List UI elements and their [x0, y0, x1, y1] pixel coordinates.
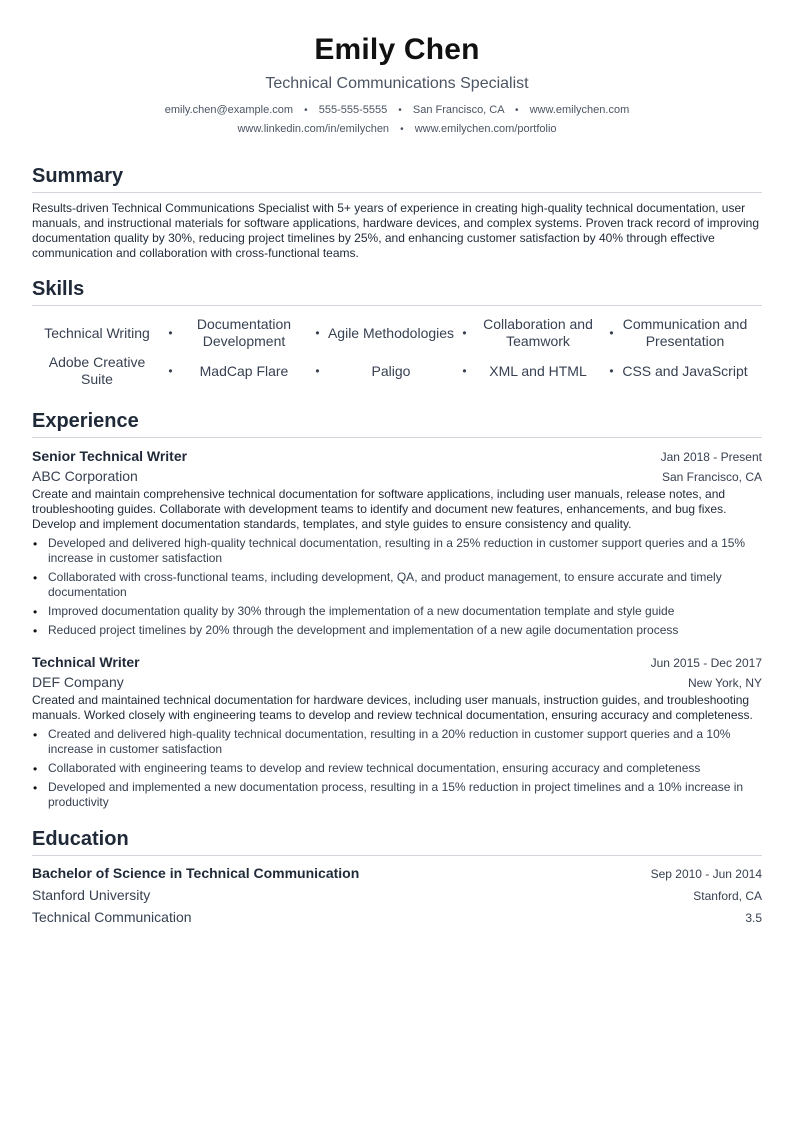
- job-dates: Jan 2018 - Present: [660, 450, 762, 464]
- job-bullets: [32, 727, 762, 810]
- education-location: Stanford, CA: [693, 889, 762, 903]
- job-entry: [32, 446, 762, 638]
- skill-item: Adobe Creative Suite: [48, 354, 146, 387]
- contact-linkedin[interactable]: www.linkedin.com/in/emilychen: [237, 123, 390, 135]
- education-entry: [32, 863, 762, 929]
- skill-separator: •: [168, 326, 173, 340]
- job-title: Technical Writer: [32, 654, 140, 670]
- contact-separator: •: [515, 105, 519, 116]
- resume-header: [32, 32, 762, 139]
- education-dates: Sep 2010 - Jun 2014: [650, 867, 762, 881]
- skill-item: Paligo: [371, 362, 411, 379]
- bullet-icon: •: [33, 624, 38, 638]
- skill-item: Agile Methodologies: [327, 324, 455, 341]
- job-entry: [32, 652, 762, 810]
- job-company-row: [32, 672, 762, 692]
- education-degree: Bachelor of Science in Technical Communication: [32, 865, 360, 881]
- contact-line-primary: [32, 101, 762, 120]
- candidate-name: Emily Chen: [314, 33, 480, 66]
- skill-item: CSS and JavaScript: [622, 362, 748, 379]
- education-school-row: [32, 885, 762, 907]
- skill-separator: •: [462, 364, 467, 378]
- skill-separator: •: [609, 326, 614, 340]
- summary-text: Results-driven Technical Communications Specialist with 5+ years of experience in creating high-quality technical documentation, user manuals, and instructional materials for software applications, hardware devices, and complex systems. Proven track record of improving documentation quality by 30%, reducing project timelines by 25%, and enhancing customer satisfaction by 40% through effective communication and collaboration with cross-functional teams.: [32, 201, 759, 260]
- education-section: [32, 826, 762, 929]
- skill-item: MadCap Flare: [199, 362, 289, 379]
- summary-heading: Summary: [32, 163, 762, 193]
- job-company: DEF Company: [32, 674, 124, 690]
- job-location: San Francisco, CA: [661, 470, 762, 484]
- bullet-icon: •: [33, 537, 38, 551]
- bullet-text: Reduced project timelines by 20% through the development and implementation of a new agile documentation process: [48, 623, 679, 637]
- skills-heading: Skills: [32, 276, 762, 306]
- bullet-icon: •: [33, 762, 38, 776]
- skills-grid: [32, 314, 762, 390]
- job-bullets: [32, 536, 762, 638]
- job-bullet: [32, 536, 762, 566]
- contact-portfolio[interactable]: www.emilychen.com/portfolio: [414, 123, 557, 135]
- job-title: Senior Technical Writer: [32, 448, 188, 464]
- bullet-text: Collaborated with engineering teams to develop and review technical documentation, ensuring accuracy and completeness: [48, 761, 701, 775]
- job-company: ABC Corporation: [32, 468, 138, 484]
- contact-separator: •: [400, 124, 404, 135]
- skills-row: [32, 314, 762, 352]
- contact-separator: •: [304, 105, 308, 116]
- resume-page: [32, 32, 762, 929]
- skill-item: Technical Writing: [44, 324, 150, 341]
- job-bullet: [32, 761, 762, 776]
- job-description: Created and maintained technical documentation for hardware devices, including user manuals, instruction guides, and troubleshooting manuals. Worked closely with engineering teams to develop and review technical documentation, ensuring accuracy and completeness.: [32, 693, 753, 722]
- contact-separator: •: [398, 105, 402, 116]
- contact-website[interactable]: www.emilychen.com: [529, 104, 630, 116]
- job-bullet: [32, 570, 762, 600]
- skill-item: Collaboration and Teamwork: [483, 316, 593, 349]
- summary-section: [32, 163, 762, 261]
- bullet-text: Collaborated with cross-functional teams, including development, QA, and product management, to ensure accurate and timely documentation: [48, 570, 722, 599]
- bullet-icon: •: [33, 571, 38, 585]
- skill-item: Documentation Development: [196, 316, 292, 349]
- experience-section: [32, 408, 762, 810]
- bullet-icon: •: [33, 605, 38, 619]
- job-description: Create and maintain comprehensive technical documentation for software applications, including user manuals, release notes, and troubleshooting guides. Collaborate with development teams to identify and document new features, enhancements, and bug fixes. Develop and implement documentation standards, templates, and style guides to ensure consistency and quality.: [32, 487, 727, 531]
- skill-item: Communication and Presentation: [622, 316, 748, 349]
- contact-email[interactable]: emily.chen@example.com: [164, 104, 294, 116]
- education-degree-row: [32, 863, 762, 885]
- skill-separator: •: [315, 364, 320, 378]
- contact-location: San Francisco, CA: [412, 104, 504, 116]
- bullet-icon: •: [33, 781, 38, 795]
- skill-separator: •: [315, 326, 320, 340]
- education-gpa: 3.5: [745, 911, 762, 925]
- skill-separator: •: [609, 364, 614, 378]
- skills-row: [32, 352, 762, 390]
- bullet-text: Developed and implemented a new documentation process, resulting in a 15% reduction in project timelines and a 10% increase in productivity: [48, 780, 744, 809]
- education-heading: Education: [32, 826, 762, 856]
- candidate-title: Technical Communications Specialist: [265, 75, 529, 92]
- contact-phone[interactable]: 555-555-5555: [318, 104, 388, 116]
- education-school: Stanford University: [32, 887, 151, 903]
- job-bullet: [32, 623, 762, 638]
- contact-line-secondary: [32, 120, 762, 139]
- experience-heading: Experience: [32, 408, 762, 438]
- bullet-text: Developed and delivered high-quality technical documentation, resulting in a 25% reduction in customer support queries and a 15% increase in customer satisfaction: [48, 536, 746, 565]
- bullet-text: Created and delivered high-quality technical documentation, resulting in a 20% reduction in customer support queries and a 10% increase in customer satisfaction: [48, 727, 731, 756]
- job-header-row: [32, 652, 762, 672]
- job-header-row: [32, 446, 762, 466]
- bullet-text: Improved documentation quality by 30% through the implementation of a new documentation template and style guide: [48, 604, 675, 618]
- job-bullet: [32, 780, 762, 810]
- job-bullet: [32, 727, 762, 757]
- job-dates: Jun 2015 - Dec 2017: [650, 656, 762, 670]
- job-company-row: [32, 466, 762, 486]
- education-field-row: [32, 907, 762, 929]
- education-field: Technical Communication: [32, 909, 192, 925]
- bullet-icon: •: [33, 728, 38, 742]
- skill-separator: •: [462, 326, 467, 340]
- skill-item: XML and HTML: [489, 362, 587, 379]
- job-bullet: [32, 604, 762, 619]
- skill-separator: •: [168, 364, 173, 378]
- skills-section: [32, 276, 762, 390]
- job-location: New York, NY: [687, 676, 762, 690]
